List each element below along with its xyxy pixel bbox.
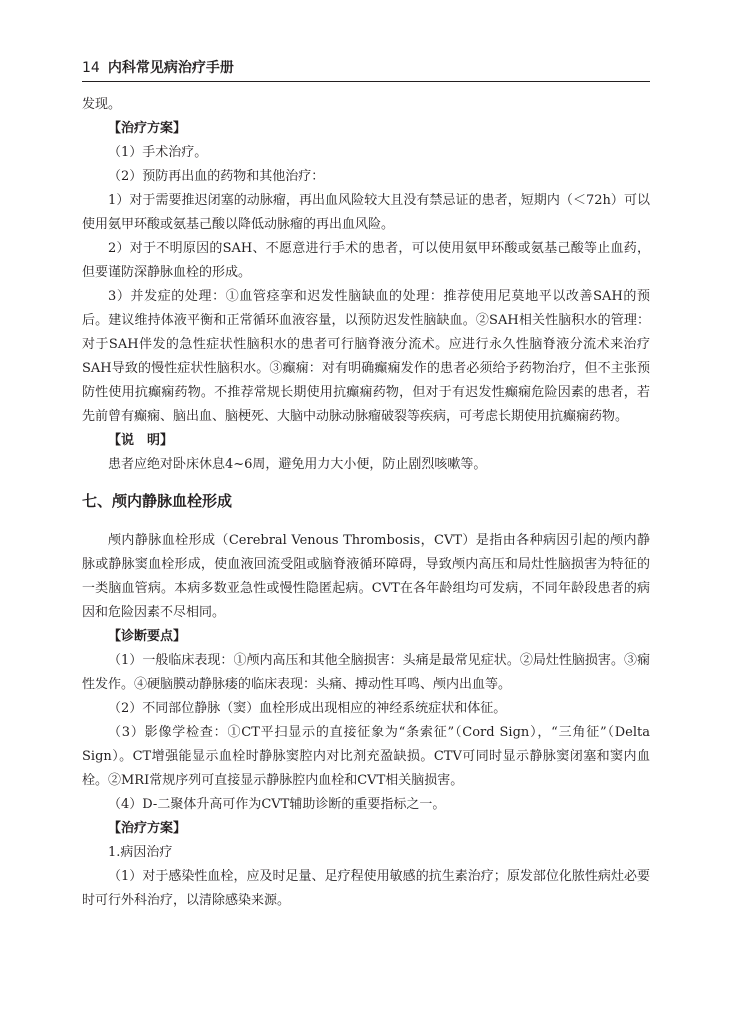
treatment-plan-heading: 【治疗方案】 bbox=[108, 821, 187, 836]
page-body bbox=[82, 93, 650, 913]
paragraph: （2）预防再出血的药物和其他治疗： bbox=[108, 169, 325, 184]
page-number: 14 bbox=[82, 60, 100, 76]
subsection-heading: 1.病因治疗 bbox=[108, 845, 173, 860]
paragraph: （2）不同部位静脉（窦）血栓形成出现相应的神经系统症状和体征。 bbox=[108, 701, 507, 716]
note-heading: 【说 明】 bbox=[108, 433, 174, 448]
paragraph: 患者应绝对卧床休息4~6周，避免用力大小便，防止剧烈咳嗽等。 bbox=[108, 457, 487, 472]
diagnosis-heading: 【诊断要点】 bbox=[108, 629, 187, 644]
book-title: 内科常见病治疗手册 bbox=[107, 60, 234, 76]
paragraph: （1）手术治疗。 bbox=[108, 145, 208, 160]
paragraph: 1）对于需要推迟闭塞的动脉瘤，再出血风险较大且没有禁忌证的患者，短期内（＜72h）可以使用氨甲环酸或氨基己酸以降低动脉瘤的再出血风险。 bbox=[82, 193, 650, 232]
paragraph: 2）对于不明原因的SAH、不愿意进行手术的患者，可以使用氨甲环酸或氨基己酸等止血药，但要谨防深静脉血栓的形成。 bbox=[82, 241, 650, 280]
section-title: 七、颅内静脉血栓形成 bbox=[82, 492, 233, 510]
paragraph: （4）D-二聚体升高可作为CVT辅助诊断的重要指标之一。 bbox=[108, 797, 446, 812]
paragraph: （3）影像学检查：①CT平扫显示的直接征象为“条索征”（Cord Sign），“三角征”（Delta Sign）。CT增强能显示血栓时静脉窦腔内对比剂充盈缺损。CTV可同时显示静脉窦闭塞和窦内血栓。②MRI常规序列可直接显示静脉腔内血栓和CVT相关脑损害。 bbox=[82, 725, 650, 788]
paragraph: 发现。 bbox=[82, 97, 122, 112]
paragraph: （1）一般临床表现：①颅内高压和其他全脑损害：头痛是最常见症状。②局灶性脑损害。③痫性发作。④硬脑膜动静脉瘘的临床表现：头痛、搏动性耳鸣、颅内出血等。 bbox=[82, 653, 650, 692]
paragraph: 3）并发症的处理：①血管痉挛和迟发性脑缺血的处理：推荐使用尼莫地平以改善SAH的预后。建议维持体液平衡和正常循环血液容量，以预防迟发性脑缺血。②SAH相关性脑积水的管理：对于SAH伴发的急性症状性脑积水的患者可行脑脊液分流术。应进行永久性脑脊液分流术来治疗SAH导致的慢性症状性脑积水。③癫痫：对有明确癫痫发作的患者必须给予药物治疗，但不主张预防性使用抗癫痫药物。不推荐常规长期使用抗癫痫药物，但对于有迟发性癫痫危险因素的患者，若先前曾有癫痫、脑出血、脑梗死、大脑中动脉动脉瘤破裂等疾病，可考虑长期使用抗癫痫药物。 bbox=[82, 289, 650, 424]
header-rule bbox=[82, 81, 650, 82]
treatment-plan-heading: 【治疗方案】 bbox=[108, 121, 187, 136]
paragraph: （1）对于感染性血栓，应及时足量、足疗程使用敏感的抗生素治疗；原发部位化脓性病灶必要时可行外科治疗，以清除感染来源。 bbox=[82, 869, 650, 908]
running-header bbox=[82, 56, 650, 80]
paragraph: 颅内静脉血栓形成（Cerebral Venous Thrombosis，CVT）是指由各种病因引起的颅内静脉或静脉窦血栓形成，使血液回流受阻或脑脊液循环障碍，导致颅内高压和局灶性脑损害为特征的一类脑血管病。本病多数亚急性或慢性隐匿起病。CVT在各年龄组均可发病，不同年龄段患者的病因和危险因素不尽相同。 bbox=[82, 533, 650, 620]
